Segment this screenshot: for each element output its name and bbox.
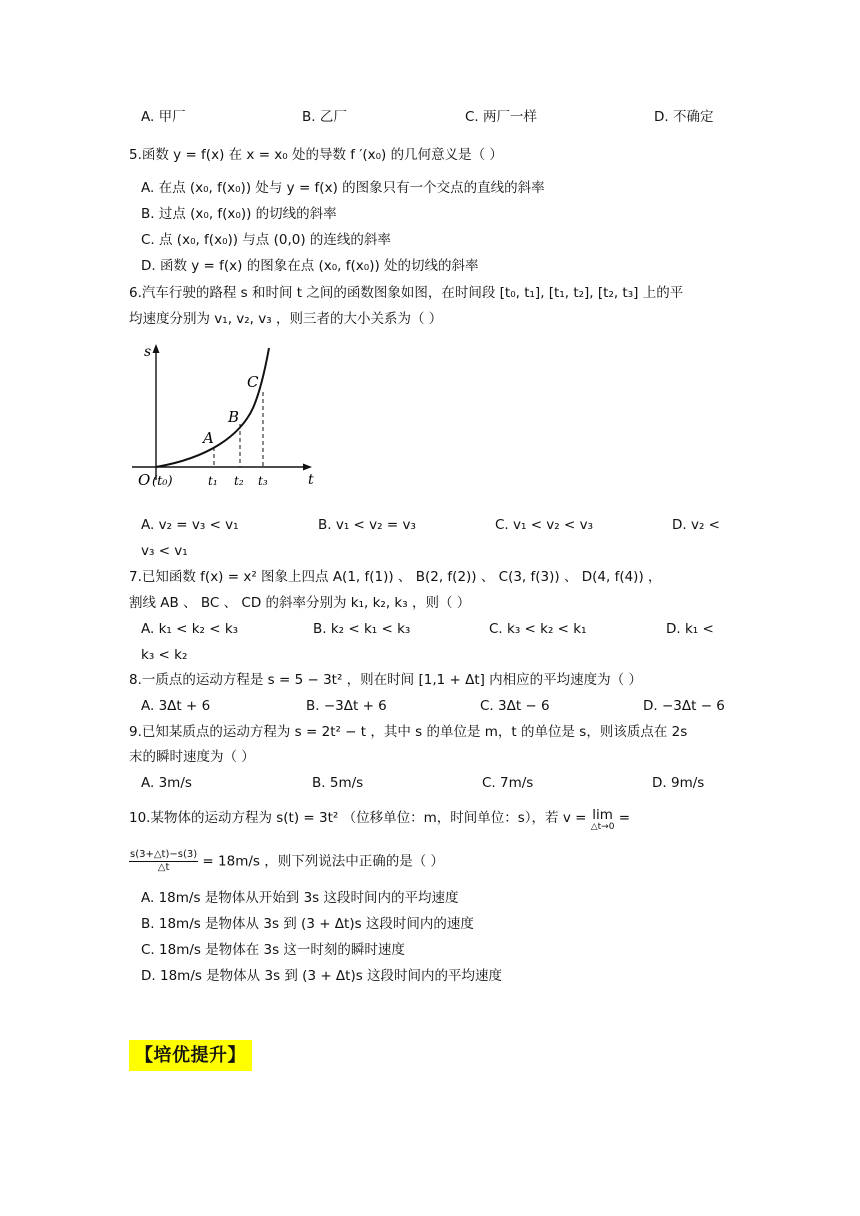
q4-option-b: B. 乙厂 [302,109,347,125]
q6-label-origin: O [138,471,151,489]
q8-option-a: A. 3Δt + 6 [141,698,211,714]
q10-limit: lim △t→0 [590,807,615,832]
q6-point-c: C [247,373,259,391]
q6-label-t3: t₃ [258,474,268,488]
q6-option-c: C. v₁ < v₂ < v₃ [495,517,594,533]
q4-option-c: C. 两厂一样 [465,109,538,125]
q10-equals: = [618,810,631,826]
q6-label-t: t [308,472,314,488]
q6-label-t0: (t₀) [152,474,173,489]
q10-limit-sub: △t→0 [590,822,615,832]
q4-option-d: D. 不确定 [654,109,714,125]
q10-fraction-denominator: △t [157,862,170,873]
q7-option-c: C. k₃ < k₂ < k₁ [489,621,587,637]
q6-stem-line2: 均速度分别为 v₁, v₂, v₃ ，则三者的大小关系为（ ） [129,311,443,327]
q9-option-a: A. 3m/s [141,775,192,791]
q9-option-c: C. 7m/s [482,775,534,791]
q6-label-s: s [144,344,152,360]
q10-option-c: C. 18m/s 是物体在 3s 这一时刻的瞬时速度 [141,942,405,958]
q6-label-t1: t₁ [208,474,218,488]
q6-label-t2: t₂ [234,474,244,488]
q10-option-d: D. 18m/s 是物体从 3s 到 (3 + Δt)s 这段时间内的平均速度 [141,968,503,984]
q8-option-b: B. −3Δt + 6 [306,698,387,714]
q7-option-d: D. k₁ < [666,621,714,637]
q7-stem-line1: 7.已知函数 f(x) = x² 图象上四点 A(1, f(1)) 、 B(2, f(2)) 、 C(3, f(3)) 、 D(4, f(4)) ， [129,569,662,585]
q7-option-d-cont: k₃ < k₂ [141,647,188,663]
q10-fraction-numerator: s(3+△t)−s(3) [130,849,198,860]
q5-stem: 5.函数 y = f(x) 在 x = x₀ 处的导数 f ′(x₀) 的几何意义是（ ） [129,147,503,163]
q9-stem-line2: 末的瞬时速度为（ ） [129,749,255,765]
q5-option-c: C. 点 (x₀, f(x₀)) 与点 (0,0) 的连线的斜率 [141,232,391,248]
q9-option-b: B. 5m/s [312,775,364,791]
q4-option-a: A. 甲厂 [141,109,186,125]
q6-graph [128,340,328,490]
q6-y-arrow [153,344,160,353]
q9-stem-line1: 9.已知某质点的运动方程为 s = 2t² − t ，其中 s 的单位是 m，t 的单位是 s，则该质点在 2s [129,724,688,740]
q6-option-d: D. v₂ < [672,517,720,533]
q7-stem-line2: 割线 AB 、 BC 、 CD 的斜率分别为 k₁, k₂, k₃ ，则（ ） [129,595,471,611]
q6-option-b: B. v₁ < v₂ = v₃ [318,517,416,533]
q10-fraction [129,849,198,874]
q6-option-d-cont: v₃ < v₁ [141,543,188,559]
q8-stem: 8.一质点的运动方程是 s = 5 − 3t² ，则在时间 [1,1 + Δt] 内相应的平均速度为（ ） [129,672,642,688]
q6-option-a: A. v₂ = v₃ < v₁ [141,517,239,533]
q9-option-d: D. 9m/s [652,775,705,791]
q6-curve [156,348,269,467]
q6-stem-line1: 6.汽车行驶的路程 s 和时间 t 之间的函数图象如图，在时间段 [t₀, t₁], [t₁, t₂], [t₂, t₃] 上的平 [129,285,684,301]
q10-option-a: A. 18m/s 是物体从开始到 3s 这段时间内的平均速度 [141,890,459,906]
q7-option-a: A. k₁ < k₂ < k₃ [141,621,239,637]
q5-option-d: D. 函数 y = f(x) 的图象在点 (x₀, f(x₀)) 处的切线的斜率 [141,258,479,274]
q6-x-arrow [303,464,312,471]
q8-option-c: C. 3Δt − 6 [480,698,550,714]
section-title: 【培优提升】 [129,1040,252,1071]
q5-option-a: A. 在点 (x₀, f(x₀)) 处与 y = f(x) 的图象只有一个交点的直线的斜率 [141,180,545,196]
q10-stem-line1: 10.某物体的运动方程为 s(t) = 3t² （位移单位：m，时间单位：s），若 v = lim △t→0 = [129,807,631,832]
q8-option-d: D. −3Δt − 6 [643,698,725,714]
q6-point-a: A [203,429,214,447]
q6-point-b: B [228,408,240,426]
q5-option-b: B. 过点 (x₀, f(x₀)) 的切线的斜率 [141,206,337,222]
q10-stem-line2: $\frac{s(3+\triangle t)-s(3)}{\triangle t}$ = 18m/s ，则下列说法中正确的是（ ） [130,849,445,873]
q7-option-b: B. k₂ < k₁ < k₃ [313,621,411,637]
q10-option-b: B. 18m/s 是物体从 3s 到 (3 + Δt)s 这段时间内的速度 [141,916,474,932]
